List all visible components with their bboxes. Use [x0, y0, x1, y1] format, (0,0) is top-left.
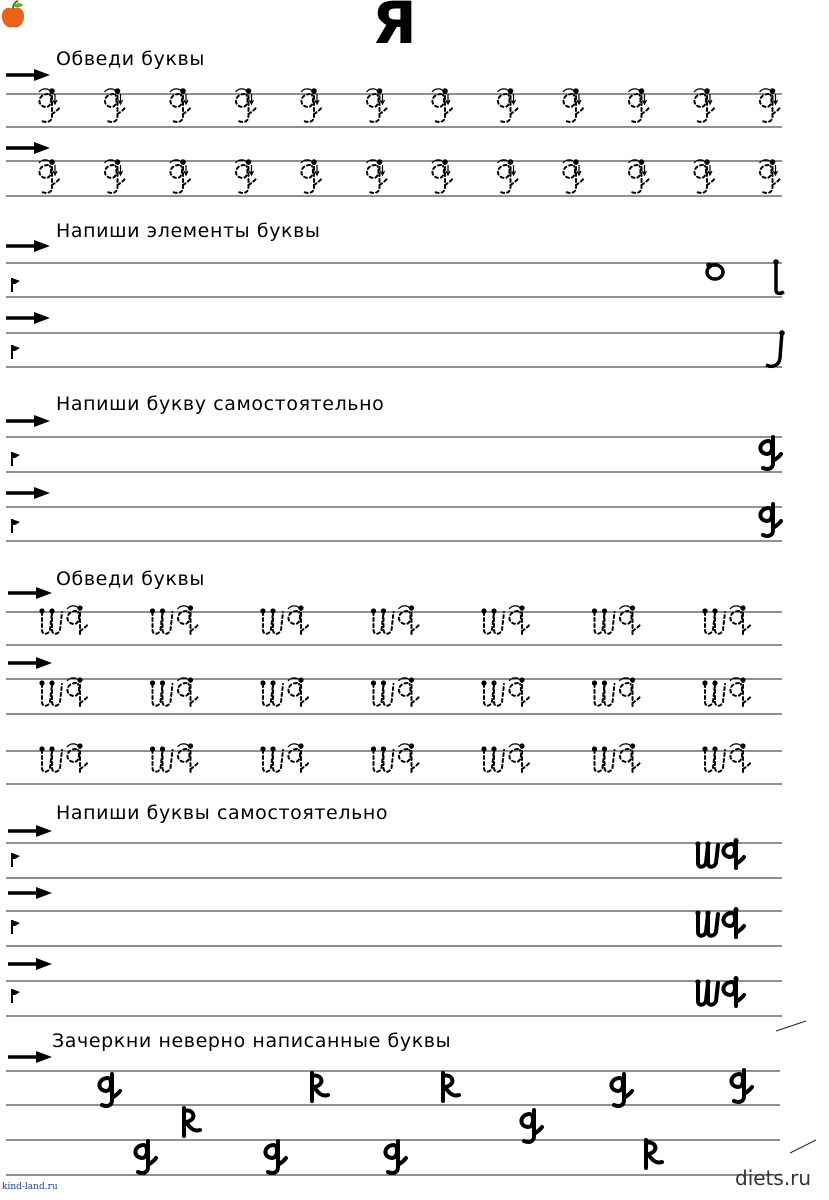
cursive-ya-glyph	[105, 88, 126, 122]
cursive-ya-glyph	[301, 159, 322, 193]
arrow-right-icon	[6, 69, 50, 81]
instruction-write-letters-self: Напиши буквы самостоятельно	[56, 802, 389, 824]
arrow-right-icon	[6, 240, 50, 252]
flag-icon	[12, 519, 20, 533]
margin-stroke	[790, 1140, 816, 1153]
cursive-iya-glyph	[702, 677, 751, 707]
arrow-right-icon	[8, 587, 52, 599]
flag-icon	[12, 989, 20, 1003]
cursive-ya-glyph	[563, 159, 584, 193]
instruction-trace-syllables: Обведи буквы	[56, 568, 205, 590]
cursive-ya-glyph	[611, 1074, 632, 1106]
cursive-ya-glyph	[432, 88, 453, 122]
cursive-iya-glyph	[702, 605, 751, 635]
cursive-iya-glyph	[371, 743, 420, 773]
cursive-ya-glyph	[39, 88, 60, 122]
cursive-ya-glyph	[236, 159, 257, 193]
cursive-ya-glyph	[498, 159, 519, 193]
cursive-iya-glyph	[371, 605, 420, 635]
cursive-ya-glyph	[521, 1110, 542, 1142]
cursive-iya-glyph	[260, 677, 309, 707]
arrow-right-icon	[6, 312, 50, 324]
cursive-ya-glyph	[39, 159, 60, 193]
apple-logo-icon	[0, 0, 26, 30]
arrow-right-icon	[8, 887, 52, 899]
instruction-write-elements: Напиши элементы буквы	[56, 220, 321, 242]
cursive-ya-glyph	[498, 88, 519, 122]
flag-icon	[12, 278, 20, 292]
cursive-ya-glyph	[367, 159, 388, 193]
cursive-ya-glyph	[760, 88, 781, 122]
cursive-iya-glyph	[481, 743, 530, 773]
cursive-iya-glyph	[371, 677, 420, 707]
instruction-cross-out: Зачеркни неверно написанные буквы	[52, 1030, 452, 1052]
flag-icon	[12, 345, 20, 359]
cursive-iya-glyph	[150, 605, 199, 635]
cursive-ya-glyph	[629, 88, 650, 122]
cursive-iya-glyph	[481, 605, 530, 635]
cursive-ya-glyph	[760, 437, 781, 469]
cursive-ya-glyph	[135, 1141, 156, 1173]
cursive-ya-glyph	[236, 88, 257, 122]
cursive-ya-glyph	[760, 504, 781, 536]
oval-element-glyph	[706, 262, 723, 279]
cursive-ya-glyph	[265, 1141, 286, 1173]
tail-element-glyph	[766, 330, 785, 366]
cursive-ya-glyph	[170, 88, 191, 122]
cursive-iya-glyph	[702, 743, 751, 773]
cursive-iya-glyph	[592, 605, 641, 635]
cursive-iya-glyph	[695, 907, 744, 937]
cursive-iya-glyph	[150, 743, 199, 773]
arrow-right-icon	[8, 958, 52, 970]
cursive-ya-glyph	[301, 88, 322, 122]
cursive-iya-glyph	[592, 743, 641, 773]
watermark-diets: diets.ru	[735, 1166, 812, 1190]
cursive-iya-glyph	[39, 743, 88, 773]
cursive-ya-glyph	[367, 88, 388, 122]
cursive-iya-glyph	[39, 605, 88, 635]
arrow-right-icon	[8, 657, 52, 669]
flag-icon	[12, 853, 20, 867]
mirrored-ya-glyph	[184, 1108, 200, 1136]
instruction-trace-letters: Обведи буквы	[56, 48, 205, 70]
arrow-right-icon	[6, 142, 50, 154]
flag-icon	[12, 452, 20, 466]
instruction-write-letter-self: Напиши букву самостоятельно	[56, 393, 385, 415]
cursive-iya-glyph	[260, 605, 309, 635]
flag-icon	[12, 920, 20, 934]
cursive-ya-glyph	[629, 159, 650, 193]
mirrored-ya-glyph	[646, 1140, 662, 1168]
page-title: Я	[372, 0, 417, 57]
watermark-kind-land: kind-land.ru	[2, 1182, 58, 1192]
cursive-ya-glyph	[170, 159, 191, 193]
cursive-iya-glyph	[260, 743, 309, 773]
cursive-ya-glyph	[432, 159, 453, 193]
arrow-right-icon	[8, 825, 52, 837]
mirrored-ya-glyph	[443, 1073, 459, 1101]
cursive-ya-glyph	[385, 1141, 406, 1173]
cursive-ya-glyph	[694, 88, 715, 122]
arrow-right-icon	[6, 415, 50, 427]
cursive-iya-glyph	[150, 677, 199, 707]
cursive-ya-glyph	[694, 159, 715, 193]
arrow-right-icon	[6, 487, 50, 499]
cursive-iya-glyph	[39, 677, 88, 707]
arrow-right-icon	[8, 1051, 52, 1063]
cursive-ya-glyph	[760, 159, 781, 193]
cursive-ya-glyph	[99, 1074, 120, 1106]
stem-element-glyph	[773, 259, 784, 293]
cursive-ya-glyph	[105, 159, 126, 193]
cursive-ya-glyph	[731, 1070, 752, 1102]
margin-stroke	[776, 1021, 806, 1031]
cursive-iya-glyph	[481, 677, 530, 707]
mirrored-ya-glyph	[312, 1073, 328, 1101]
cursive-iya-glyph	[592, 677, 641, 707]
cursive-ya-glyph	[563, 88, 584, 122]
